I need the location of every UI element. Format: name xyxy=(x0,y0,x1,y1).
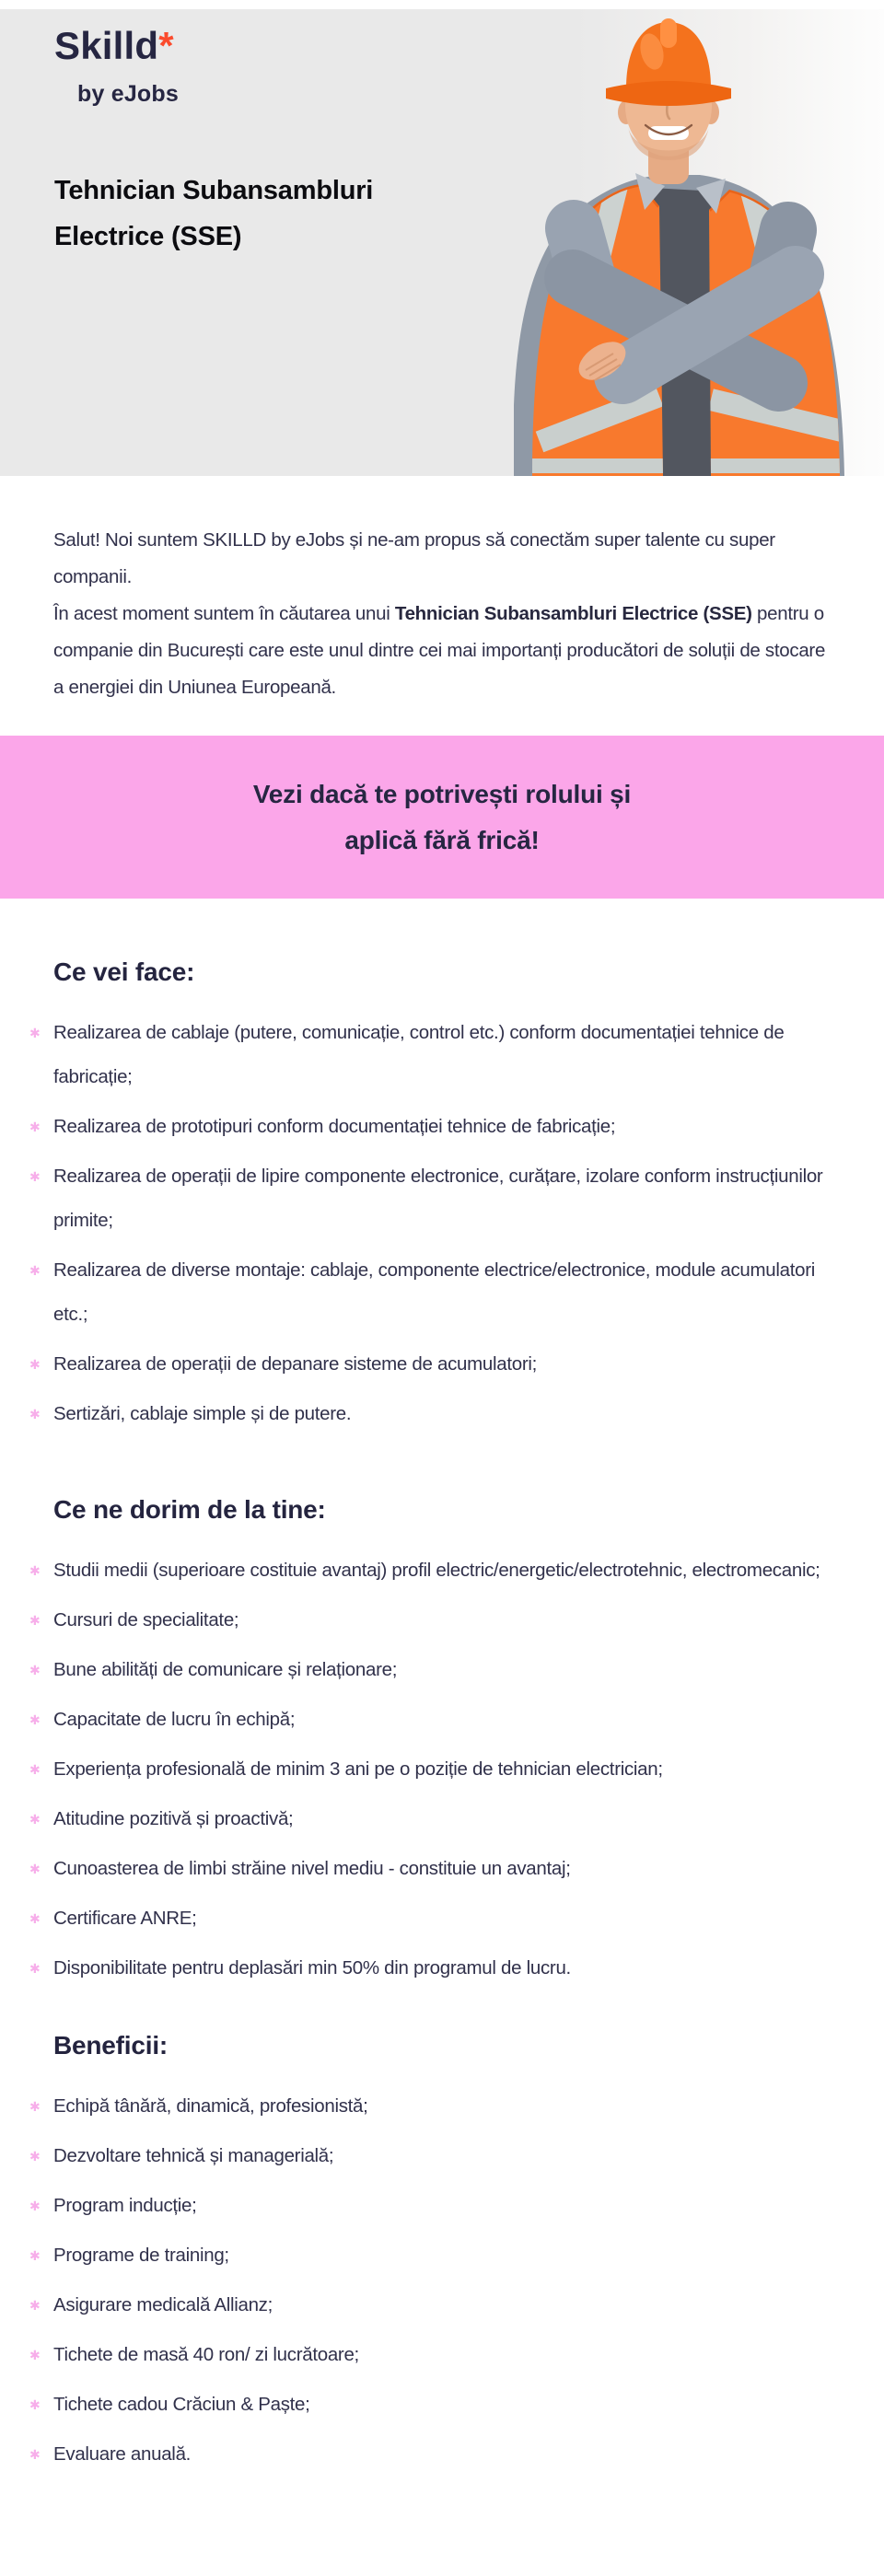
brand-logo xyxy=(54,24,174,68)
list-item-text: Tichete cadou Crăciun & Paște; xyxy=(53,2394,310,2415)
bullet-asterisk-icon: ✱ xyxy=(29,1663,41,1677)
list-item xyxy=(29,1747,831,1792)
section-heading-ce-vei-face: Ce vei face: xyxy=(53,957,195,986)
section-heading-ce-ne-dorim: Ce ne dorim de la tine: xyxy=(53,1495,326,1524)
list-item-text: Cunoasterea de limbi străine nivel mediu - constituie un avantaj; xyxy=(53,1858,571,1879)
list-item xyxy=(29,1549,831,1593)
list-item xyxy=(29,2283,831,2327)
job-title-line2: Electrice (SSE) xyxy=(54,222,242,251)
intro-paragraph-1: Salut! Noi suntem SKILLD by eJobs și ne-am propus să conectăm super talente cu super companii. xyxy=(53,529,775,587)
section-heading-beneficii: Beneficii: xyxy=(53,2031,169,2060)
job-title xyxy=(54,168,373,260)
section-ce-ne-dorim xyxy=(29,1491,831,1990)
list-item-text: Bune abilități de comunicare și relaționare; xyxy=(53,1659,398,1680)
list-item xyxy=(29,2333,831,2377)
bullet-asterisk-icon: ✱ xyxy=(29,1169,41,1184)
bullet-list-beneficii xyxy=(29,2084,831,2477)
list-item xyxy=(29,1598,831,1642)
list-item xyxy=(29,2184,831,2228)
list-item xyxy=(29,1797,831,1841)
bullet-asterisk-icon: ✱ xyxy=(29,1563,41,1578)
bullet-asterisk-icon: ✱ xyxy=(29,2348,41,2362)
intro-paragraph-2 xyxy=(53,596,831,706)
list-item-text: Cursuri de specialitate; xyxy=(53,1609,239,1630)
bullet-asterisk-icon: ✱ xyxy=(29,1613,41,1628)
bullet-asterisk-icon: ✱ xyxy=(29,1357,41,1372)
list-item-text: Evaluare anuală. xyxy=(53,2443,192,2465)
list-item-text: Program inducție; xyxy=(53,2195,197,2216)
list-item xyxy=(29,2134,831,2178)
list-item xyxy=(29,1248,831,1337)
list-item-text: Experiența profesională de minim 3 ani pe o poziție de tehnician electrician; xyxy=(53,1758,663,1780)
bullet-asterisk-icon: ✱ xyxy=(29,2199,41,2213)
section-beneficii xyxy=(29,2027,831,2477)
list-item xyxy=(29,1155,831,1243)
list-item xyxy=(29,1105,831,1149)
list-item xyxy=(29,1648,831,1692)
list-item-text: Disponibilitate pentru deplasări min 50% din programul de lucru. xyxy=(53,1957,571,1978)
bullet-asterisk-icon: ✱ xyxy=(29,1812,41,1827)
intro-para2-prefix: În acest moment suntem în căutarea unui xyxy=(53,603,395,624)
bullet-asterisk-icon: ✱ xyxy=(29,1961,41,1976)
worker-photo xyxy=(479,9,884,476)
cta-banner-line2: aplică fără frică! xyxy=(344,825,540,854)
bullet-asterisk-icon: ✱ xyxy=(29,2397,41,2412)
bullet-asterisk-icon: ✱ xyxy=(29,1911,41,1926)
brand-logo-text: Skilld xyxy=(54,24,159,67)
bullet-asterisk-icon: ✱ xyxy=(29,2099,41,2114)
cta-banner[interactable] xyxy=(0,736,884,899)
list-item-text: Asigurare medicală Allianz; xyxy=(53,2294,273,2315)
bullet-list-ce-vei-face xyxy=(29,1011,831,1436)
list-item xyxy=(29,2432,831,2477)
bullet-asterisk-icon: ✱ xyxy=(29,2447,41,2462)
list-item-text: Realizarea de cablaje (putere, comunicație, control etc.) conform documentației tehnice de fabricație; xyxy=(53,1022,785,1087)
list-item xyxy=(29,1897,831,1941)
list-item-text: Programe de training; xyxy=(53,2245,229,2266)
intro-para2-suffix: pentru o companie din București care este unul dintre cei mai importanți producători de soluții de stocare a energiei din Uniunea Europeană. xyxy=(53,603,826,698)
list-item-text: Dezvoltare tehnică și managerială; xyxy=(53,2145,334,2166)
bullet-asterisk-icon: ✱ xyxy=(29,2149,41,2164)
list-item xyxy=(29,1342,831,1387)
bullet-asterisk-icon: ✱ xyxy=(29,1263,41,1278)
bullet-asterisk-icon: ✱ xyxy=(29,1712,41,1727)
top-white-strip xyxy=(0,0,884,9)
brand-logo-asterisk-icon: * xyxy=(158,24,174,67)
bullet-asterisk-icon: ✱ xyxy=(29,2248,41,2263)
list-item xyxy=(29,1847,831,1891)
bullet-asterisk-icon: ✱ xyxy=(29,1762,41,1777)
list-item xyxy=(29,2383,831,2427)
list-item-text: Atitudine pozitivă și proactivă; xyxy=(53,1808,294,1829)
list-item xyxy=(29,1011,831,1099)
header-hero xyxy=(0,9,884,476)
intro-section xyxy=(53,522,831,706)
list-item xyxy=(29,1392,831,1436)
list-item-text: Sertizări, cablaje simple și de putere. xyxy=(53,1403,352,1424)
list-item-text: Realizarea de operații de depanare sisteme de acumulatori; xyxy=(53,1353,538,1375)
list-item-text: Capacitate de lucru în echipă; xyxy=(53,1709,296,1730)
bullet-asterisk-icon: ✱ xyxy=(29,1120,41,1134)
cta-banner-line1: Vezi dacă te potrivești rolului și xyxy=(252,779,632,808)
intro-para2-bold: Tehnician Subansambluri Electrice (SSE) xyxy=(394,603,752,624)
list-item xyxy=(29,1946,831,1990)
list-item-text: Tichete de masă 40 ron/ zi lucrătoare; xyxy=(53,2344,359,2365)
brand-tagline: by eJobs xyxy=(77,81,179,107)
list-item-text: Realizarea de operații de lipire componente electronice, curățare, izolare conform instrucțiunilor primite; xyxy=(53,1166,823,1231)
bullet-asterisk-icon: ✱ xyxy=(29,1407,41,1421)
bullet-asterisk-icon: ✱ xyxy=(29,1026,41,1040)
job-title-line1: Tehnician Subansambluri xyxy=(54,176,374,205)
list-item xyxy=(29,2084,831,2129)
section-ce-vei-face xyxy=(29,954,831,1436)
bullet-list-ce-ne-dorim xyxy=(29,1549,831,1990)
list-item-text: Realizarea de diverse montaje: cablaje, componente electrice/electronice, module acumulatori etc.; xyxy=(53,1259,816,1325)
list-item-text: Echipă tânără, dinamică, profesionistă; xyxy=(53,2095,368,2117)
list-item-text: Realizarea de prototipuri conform documentației tehnice de fabricație; xyxy=(53,1116,616,1137)
bullet-asterisk-icon: ✱ xyxy=(29,2298,41,2313)
list-item-text: Certificare ANRE; xyxy=(53,1908,197,1929)
list-item xyxy=(29,1698,831,1742)
bullet-asterisk-icon: ✱ xyxy=(29,1862,41,1876)
list-item xyxy=(29,2234,831,2278)
list-item-text: Studii medii (superioare costituie avantaj) profil electric/energetic/electrotehnic, electromecanic; xyxy=(53,1560,820,1581)
